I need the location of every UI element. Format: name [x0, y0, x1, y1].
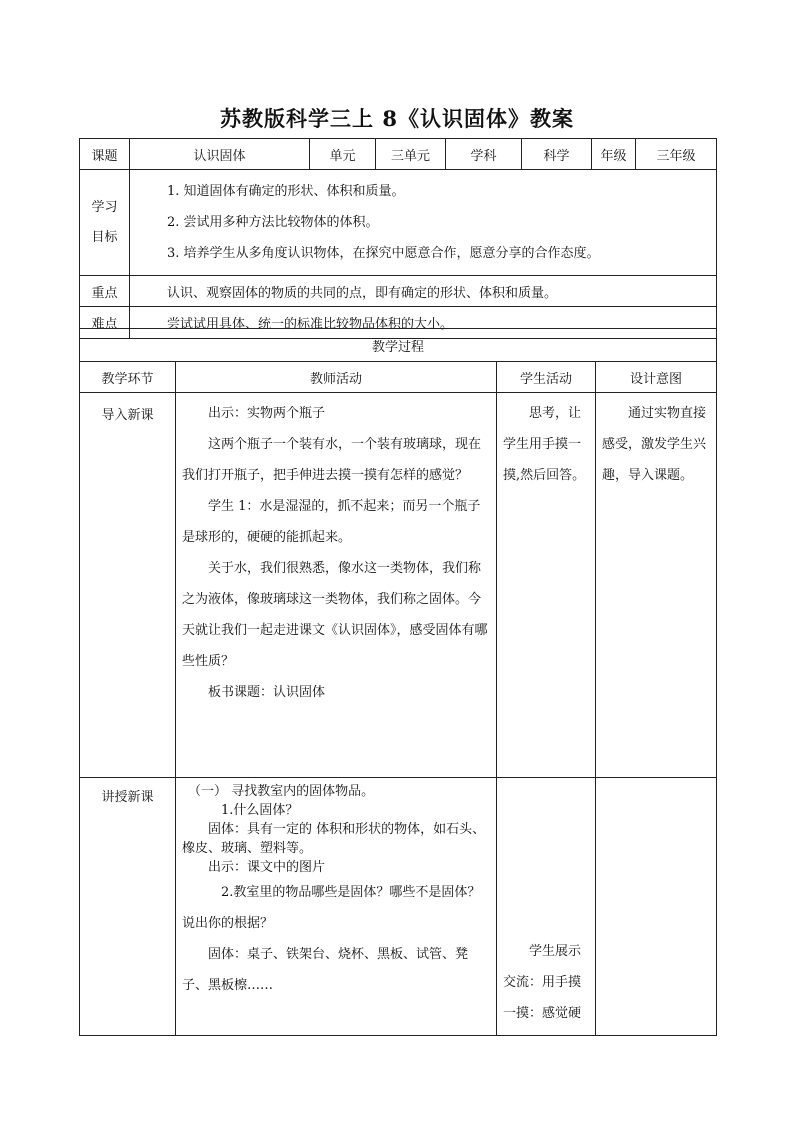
unit-value: 三单元	[376, 139, 446, 170]
intro-teacher-line: 关于水，我们很熟悉，像水这一类物体，我们称之为液体，像玻璃球这一类物体，我们称之固体。今天就让我们一起走进课文《认识固体》，感受固体有哪些性质？	[182, 561, 488, 669]
intro-teacher-line: 出示：实物两个瓶子	[208, 406, 326, 421]
lecture-teacher	[176, 778, 497, 1036]
goals-label-line1: 学习	[91, 199, 118, 215]
intro-student-text: 思考，让学生用手摸一摸,然后回答。	[503, 406, 586, 483]
difficulty-text: 尝试试用具体、统一的标准比较物品体积的大小。	[130, 307, 717, 339]
lecture-teacher-ans: 固体：桌子、铁架台、烧杯、黑板、试管、凳子、黑板檫……	[182, 947, 469, 993]
subject-value: 科学	[522, 139, 592, 170]
lecture-teacher-q1: 1.什么固体？	[221, 803, 299, 818]
document-title: 苏教版科学三上 8《认识固体》教案	[220, 106, 574, 131]
difficulty-label: 难点	[80, 307, 130, 339]
lecture-teacher-q2: 2.教室里的物品哪些是固体？哪些不是固体？说出你的根据？	[182, 885, 481, 931]
col-design: 设计意图	[596, 362, 717, 393]
col-student: 学生活动	[497, 362, 596, 393]
intro-teacher-line: 这两个瓶子一个装有水，一个装有玻璃球，现在我们打开瓶子，把手伸进去摸一摸有怎样的感觉？	[182, 437, 482, 483]
lecture-teacher-show: 出示：课文中的图片	[208, 860, 326, 875]
lesson-info-table	[79, 138, 717, 339]
goals-row	[80, 170, 717, 276]
lecture-row	[80, 778, 717, 1036]
key-point-row	[80, 276, 717, 307]
goal-item: 3. 培养学生从多角度认识物体，在探究中愿意合作，愿意分享的合作态度。	[167, 246, 600, 261]
intro-student	[497, 393, 596, 778]
goals-label-line2: 目标	[91, 229, 118, 245]
col-stage: 教学环节	[80, 362, 176, 393]
key-point-text: 认识、观察固体的物质的共同的点，即有确定的形状、体积和质量。	[130, 276, 717, 307]
goals-content	[130, 170, 717, 276]
subject-label: 学科	[446, 139, 522, 170]
intro-row	[80, 393, 717, 778]
teaching-process-table	[79, 328, 717, 1036]
goal-item: 1. 知道固体有确定的形状、体积和质量。	[167, 184, 405, 199]
topic-value: 认识固体	[130, 139, 310, 170]
goal-item: 2. 尝试用多种方法比较物体的体积。	[167, 215, 379, 230]
intro-teacher	[176, 393, 497, 778]
lecture-student	[497, 778, 596, 1036]
grade-value: 三年级	[636, 139, 717, 170]
lecture-design	[596, 778, 717, 1036]
unit-label: 单元	[310, 139, 376, 170]
topic-label: 课题	[80, 139, 130, 170]
header-row	[80, 139, 717, 170]
col-teacher: 教师活动	[176, 362, 497, 393]
intro-design-text: 通过实物直接感受，激发学生兴趣，导入课题。	[602, 406, 707, 483]
lecture-student-text: 学生展示交流：用手摸一摸：感觉硬	[503, 944, 582, 1021]
intro-teacher-line: 学生 1：水是湿湿的，抓不起来；而另一个瓶子是球形的，硬硬的能抓起来。	[182, 499, 481, 545]
process-heading: 教学过程	[80, 329, 717, 362]
intro-design	[596, 393, 717, 778]
goals-label	[80, 170, 130, 276]
process-columns-row	[80, 362, 717, 393]
key-point-label: 重点	[80, 276, 130, 307]
lecture-stage: 讲授新课	[80, 778, 176, 1036]
intro-stage: 导入新课	[80, 393, 176, 778]
grade-label: 年级	[592, 139, 636, 170]
intro-teacher-line: 板书课题：认识固体	[208, 685, 326, 700]
process-heading-row	[80, 329, 717, 362]
lecture-teacher-def: 固体：具有一定的 体积和形状的物体，如石头、橡皮、玻璃、塑料等。	[182, 822, 486, 856]
lecture-teacher-heading: （一） 寻找教室内的固体物品。	[188, 784, 375, 799]
